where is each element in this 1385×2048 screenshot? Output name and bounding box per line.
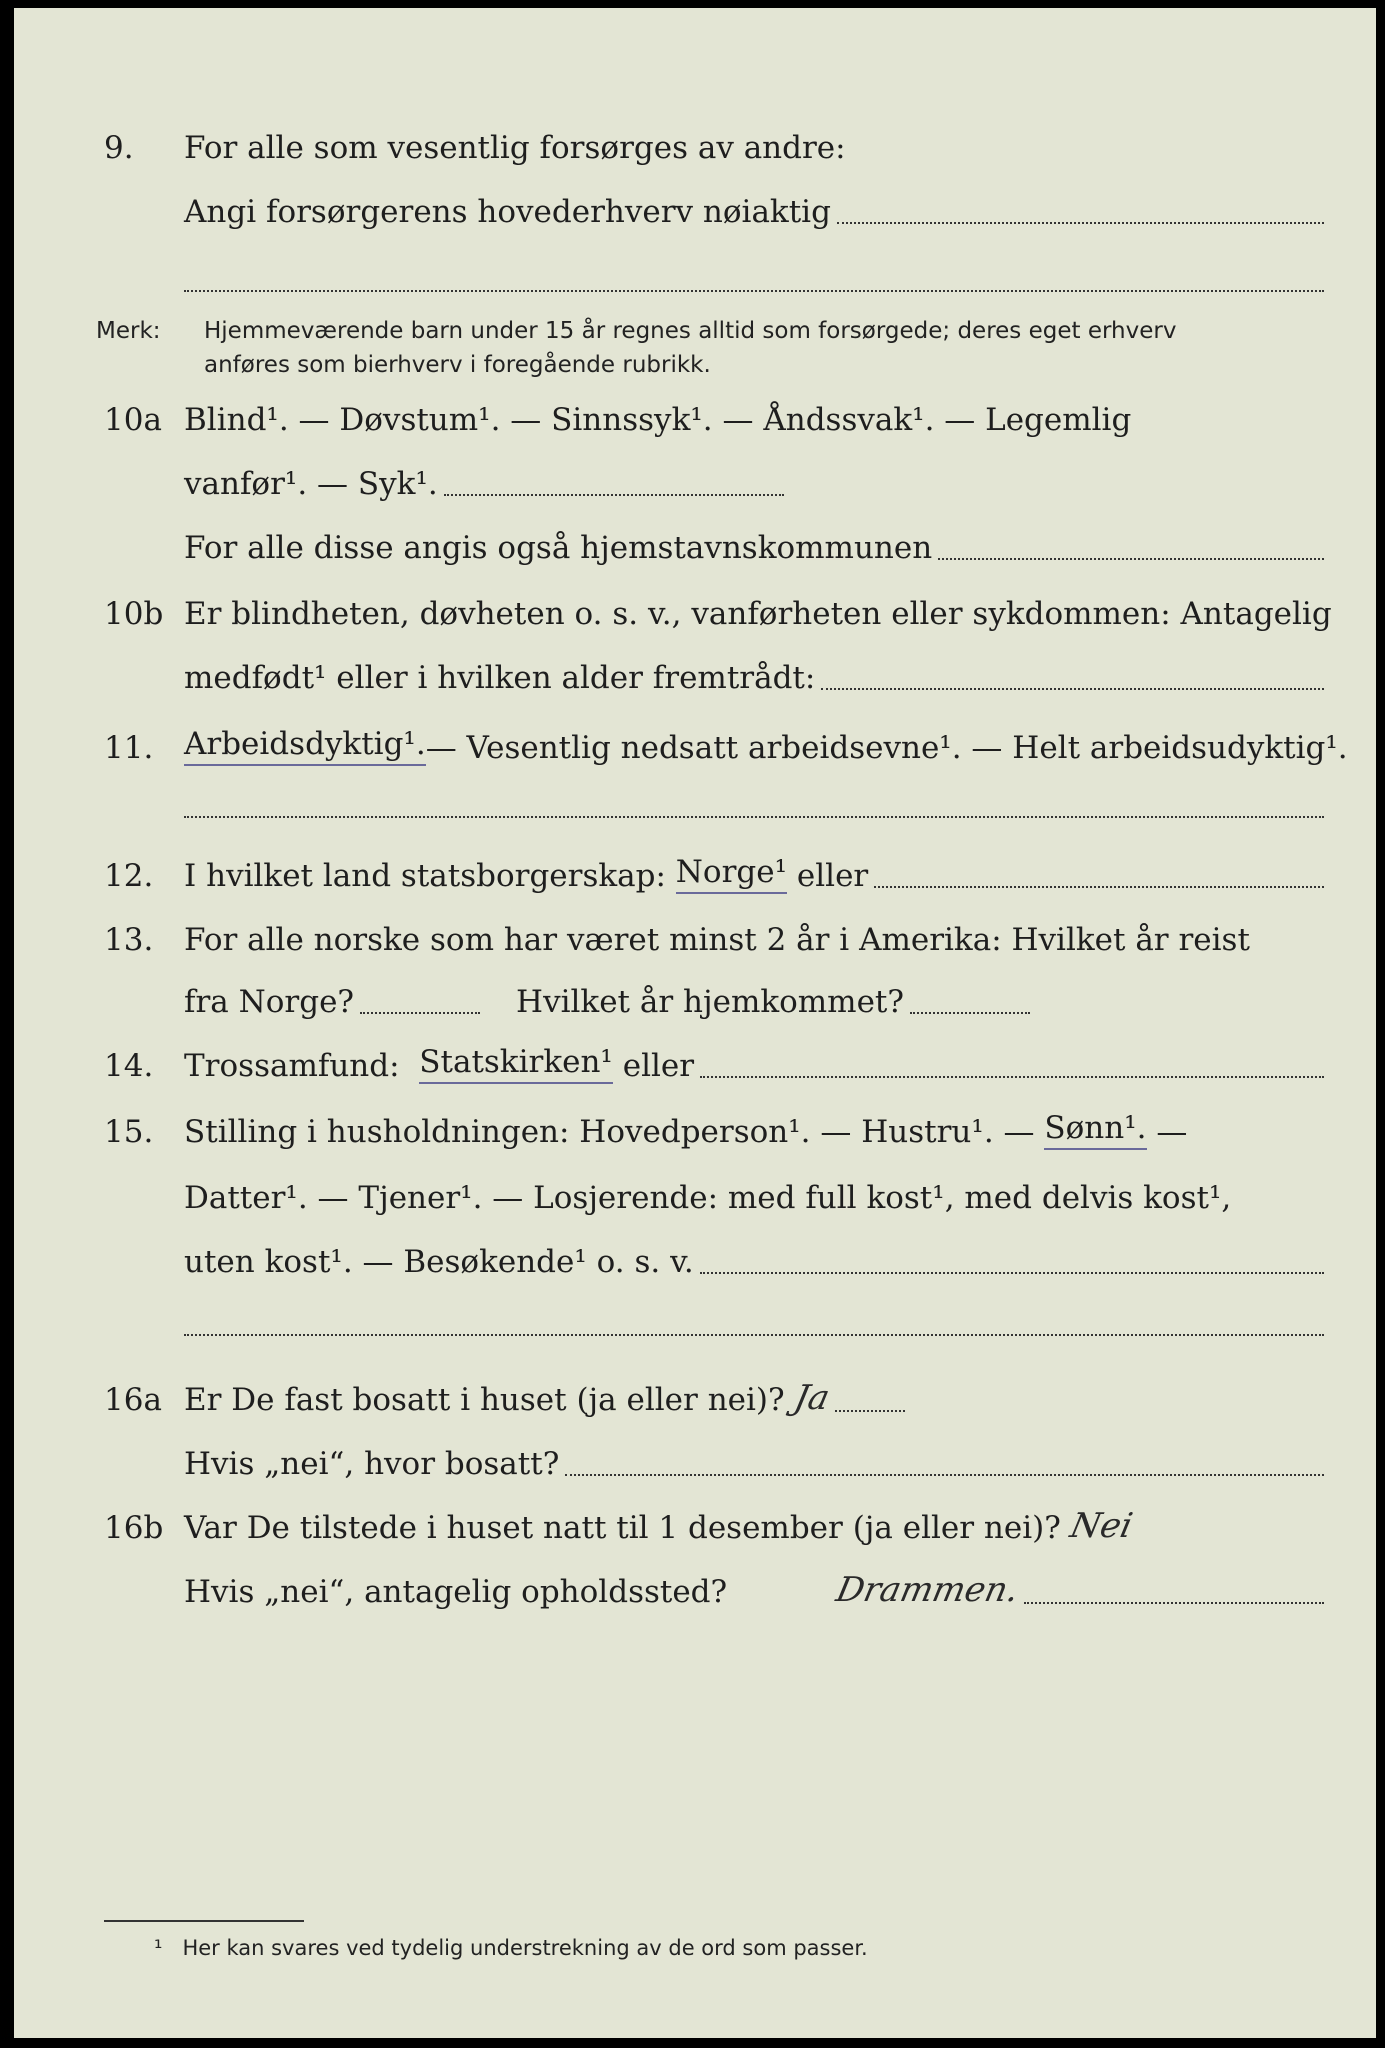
q10b-line1: [14, 586, 1376, 640]
q10a-text1: Blind¹. — Døvstum¹. — Sinnssyk¹. — Åndssvak¹. — Legemlig: [184, 402, 1132, 438]
q10a-syk-field[interactable]: [444, 494, 784, 496]
q16a-line1: [14, 1372, 1376, 1426]
q10a-text2: vanfør¹. — Syk¹.: [184, 466, 438, 502]
q13-line2: [14, 974, 1376, 1028]
census-form-sheet: [14, 8, 1376, 2038]
q15-underlined-option[interactable]: Sønn¹.: [1044, 1110, 1146, 1150]
q11-extra-line: [184, 816, 1324, 818]
q14-post: eller: [622, 1048, 695, 1084]
q14-answer-field[interactable]: [700, 1076, 1324, 1078]
merk-line2: [14, 332, 1376, 386]
q13-hjemkommet-field[interactable]: [910, 1012, 1030, 1014]
q14-pre: Trossamfund:: [184, 1048, 400, 1084]
q14-number: 14.: [104, 1048, 154, 1084]
q9-line1: [14, 120, 1376, 174]
q13-line1: [14, 912, 1376, 966]
q14-underlined-option[interactable]: Statskirken¹: [419, 1044, 613, 1084]
q10b-text1: Er blindheten, døvheten o. s. v., vanførheten eller sykdommen: Antagelig: [184, 596, 1332, 632]
q15-answer-field[interactable]: [700, 1272, 1324, 1274]
q10b-line2: [14, 650, 1376, 704]
q9-number: 9.: [104, 130, 134, 166]
q10a-hjemstavn-field[interactable]: [938, 558, 1324, 560]
q16b-opholdssted-field: [1024, 1602, 1324, 1604]
q12-answer-field[interactable]: [874, 886, 1324, 888]
q12-line: [14, 848, 1376, 902]
q9-line2: [14, 184, 1376, 238]
q12-pre: I hvilket land statsborgerskap:: [184, 858, 666, 894]
q15-line1: [14, 1104, 1376, 1158]
q13-number: 13.: [104, 922, 154, 958]
merk-text1: Hjemmeværende barn under 15 år regnes alltid som forsørgede; deres eget erhverv: [204, 318, 1177, 344]
q16b-number: 16b: [104, 1510, 164, 1546]
q15-number: 15.: [104, 1114, 154, 1150]
q15-line3: [14, 1234, 1376, 1288]
q10a-text3: For alle disse angis også hjemstavnskommunen: [184, 530, 933, 566]
q12-post: eller: [796, 858, 869, 894]
q10b-number: 10b: [104, 596, 164, 632]
merk-label: Merk:: [96, 318, 161, 344]
q13-text2a: fra Norge?: [184, 984, 355, 1020]
q15-line2: [14, 1170, 1376, 1224]
q15-text3: uten kost¹. — Besøkende¹ o. s. v.: [184, 1244, 694, 1280]
q16a-answer-line: [835, 1410, 905, 1412]
q11-rest: — Vesentlig nedsatt arbeidsevne¹. — Helt arbeidsudyktig¹.: [425, 730, 1348, 766]
footnote-text: Her kan svares ved tydelig understrekning av de ord som passer.: [182, 1936, 868, 1960]
q16b-line1: [14, 1500, 1376, 1554]
q16b-handwritten-answer1[interactable]: Nei: [1066, 1506, 1136, 1546]
q10b-answer-field[interactable]: [821, 688, 1324, 690]
q14-line: [14, 1038, 1376, 1092]
q16a-text2: Hvis „nei“, hvor bosatt?: [184, 1446, 560, 1482]
q16a-number: 16a: [104, 1382, 162, 1418]
q16b-handwritten-answer2[interactable]: Drammen.: [832, 1570, 1023, 1610]
q9-text1: For alle som vesentlig forsørges av andre:: [184, 130, 846, 166]
q11-underlined-option[interactable]: Arbeidsdyktig¹.: [184, 726, 426, 766]
q9-answer-field[interactable]: [837, 222, 1324, 224]
q10a-line3: [14, 520, 1376, 574]
q16a-line2: [14, 1436, 1376, 1490]
q16b-line2: [14, 1564, 1376, 1618]
q15-extra-line: [184, 1334, 1324, 1336]
q16b-text2: Hvis „nei“, antagelig opholdssted?: [184, 1574, 728, 1610]
q9-extra-line: [184, 290, 1324, 292]
footnote-rule: [104, 1920, 304, 1922]
q15-text2: Datter¹. — Tjener¹. — Losjerende: med full kost¹, med delvis kost¹,: [184, 1180, 1232, 1216]
q16a-handwritten-answer[interactable]: Ja: [790, 1378, 833, 1418]
q10a-line1: [14, 392, 1376, 446]
q10a-number: 10a: [104, 402, 162, 438]
q16b-text1: Var De tilstede i huset natt til 1 desember (ja eller nei)?: [184, 1510, 1061, 1546]
footnote: [154, 1936, 868, 1960]
q12-underlined-option[interactable]: Norge¹: [676, 854, 787, 894]
q11-number: 11.: [104, 730, 154, 766]
merk-text2: anføres som bierhverv i foregående rubrikk.: [204, 352, 711, 378]
q11-line: [14, 720, 1376, 774]
q15-text1pre: Stilling i husholdningen: Hovedperson¹. — Hustru¹. —: [184, 1114, 1035, 1150]
q9-text2: Angi forsørgerens hovederhverv nøiaktig: [184, 194, 831, 230]
q10a-line2: [14, 456, 1376, 510]
q16a-text1: Er De fast bosatt i huset (ja eller nei)?: [184, 1382, 785, 1418]
q16a-bosatt-field[interactable]: [565, 1474, 1324, 1476]
q12-number: 12.: [104, 858, 154, 894]
q13-text1: For alle norske som har været minst 2 år i Amerika: Hvilket år reist: [184, 922, 1250, 958]
footnote-mark: ¹: [154, 1936, 163, 1960]
q10b-text2: medfødt¹ eller i hvilken alder fremtrådt:: [184, 660, 816, 696]
q13-text2b: Hvilket år hjemkommet?: [516, 984, 905, 1020]
q15-text1post: —: [1156, 1114, 1188, 1150]
q13-reist-field[interactable]: [360, 1012, 480, 1014]
